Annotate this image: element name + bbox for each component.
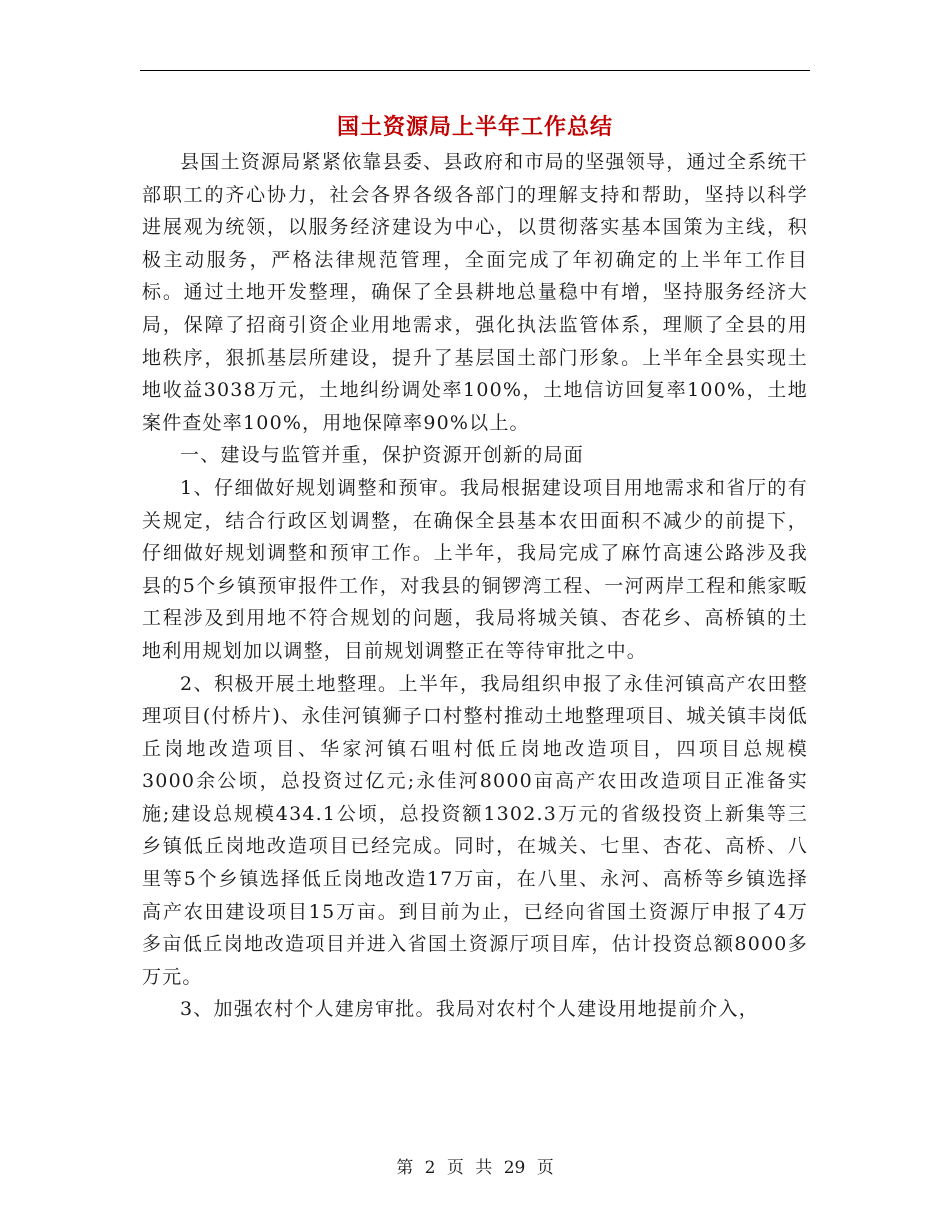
- document-title: 国土资源局上半年工作总结: [336, 115, 613, 140]
- intro-paragraph: 县国土资源局紧紧依靠县委、县政府和市局的坚强领导，通过全系统干部职工的齐心协力，社会各界各级各部门的理解支持和帮助，坚持以科学进展观为统领，以服务经济建设为中心，以贯彻落实基本国策为主线，积极主动服务，严格法律规范管理，全面完成了年初确定的上半年工作目标。通过土地开发整理，确保了全县耕地总量稳中有增，坚持服务经济大局，保障了招商引资企业用地需求，强化执法监管体系，理顺了全县的用地秩序，狠抓基层所建设，提升了基层国土部门形象。上半年全县实现土地收益3038万元，土地纠纷调处率100%，土地信访回复率100%，土地案件查处率100%，用地保障率90%以上。: [142, 151, 808, 434]
- page-number: 第 2 页 共 29 页: [396, 1158, 554, 1178]
- section-heading: 一、建设与监管并重，保护资源开创新的局面: [180, 444, 585, 467]
- item-paragraph-3: 3、加强农村个人建房审批。我局对农村个人建设用地提前介入，: [180, 998, 759, 1021]
- item-paragraph-2: 2、积极开展土地整理。上半年，我局组织申报了永佳河镇高产农田整理项目(付桥片)、永佳河镇狮子口村整村推动土地整理项目、城关镇丰岗低丘岗地改造项目、华家河镇石咀村低丘岗地改造项目，四项目总规模 3000余公顷，总投资过亿元;永佳河8000亩高产农田改造项目正准备实施;建设总规模434.1公顷，总投资额1302.3万元的省级投资上新集等三乡镇低丘岗地改造项目已经完成。同时，在城关、七里、杏花、高桥、八里等5个乡镇选择低丘岗地改造17万亩，在八里、永河、高桥等乡镇选择高产农田建设项目15万亩。到目前为止，已经向省国土资源厅申报了4万多亩低丘岗地改造项目并进入省国土资源厅项目库，估计投资总额8000多万元。: [142, 672, 808, 988]
- header-rule: [140, 70, 810, 71]
- item-paragraph-1: 1、仔细做好规划调整和预审。我局根据建设项目用地需求和省厅的有关规定，结合行政区划调整，在确保全县基本农田面积不减少的前提下，仔细做好规划调整和预审工作。上半年，我局完成了麻竹高速公路涉及我县的5个乡镇预审报件工作，对我县的铜锣湾工程、一河两岸工程和熊家畈工程涉及到用地不符合规划的问题，我局将城关镇、杏花乡、高桥镇的土地利用规划加以调整，目前规划调整正在等待审批之中。: [142, 476, 808, 662]
- document-body: [142, 146, 808, 1026]
